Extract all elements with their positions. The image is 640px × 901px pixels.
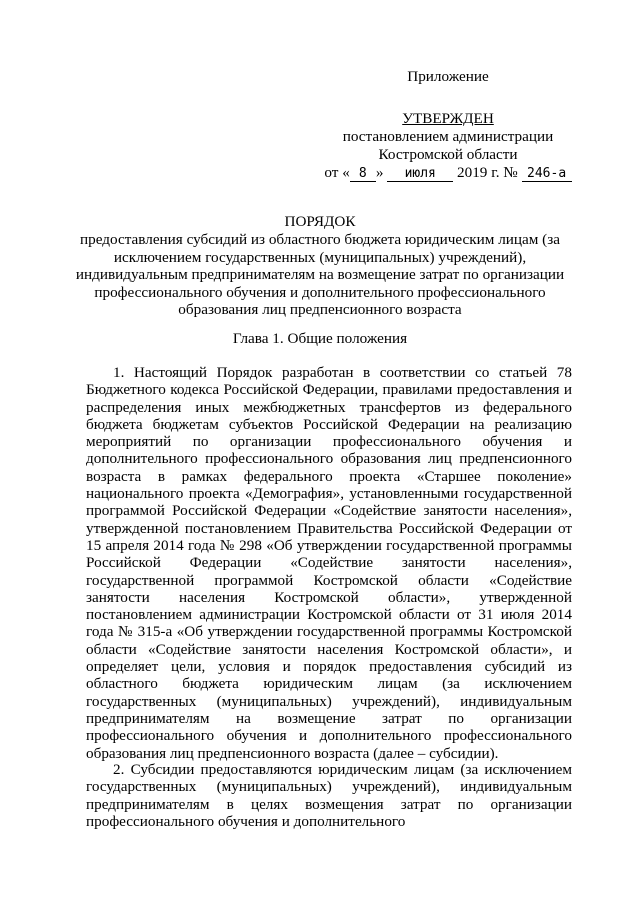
appendix-label: Приложение (407, 68, 489, 85)
document-subtitle: предоставления субсидий из областного бюджета юридическим лицам (за исключением государственных (муниципальных) учреждений), индивидуальным предпринимателям на возмещение затрат по организации профессионального обучения и дополнительного профессионального образования лиц предпенсионного возраста (75, 231, 565, 318)
day-field: 8 (350, 167, 376, 182)
year-text: 2019 г. № (457, 164, 518, 181)
region-line: Костромской области (378, 146, 518, 163)
date-mid: » (375, 164, 384, 181)
resolution-line: постановлением администрации (342, 128, 554, 145)
date-prefix: от « (324, 164, 350, 181)
date-line (300, 164, 596, 182)
number-field: 246-а (522, 167, 572, 182)
chapter-heading: Глава 1. Общие положения (232, 330, 408, 347)
document-title: ПОРЯДОК (284, 213, 356, 230)
paragraph-2: 2. Субсидии предоставляются юридическим лицам (за исключением государственных (муниципальных) учреждений), индивидуальным предпринимателям в целях возмещения затрат по организации профессионального обучения и дополнительного (86, 761, 572, 830)
paragraph-1: 1. Настоящий Порядок разработан в соответствии со статьей 78 Бюджетного кодекса Российской Федерации, правилами предоставления и распределения иных межбюджетных трансфертов из федерального бюджета бюджетам субъектов Российской Федерации на реализацию мероприятий по организации профессионального обучения и дополнительного профессионального образования лиц предпенсионного возраста в рамках федерального проекта «Старшее поколение» национального проекта «Демография», установленными государственной программой Российской Федерации «Содействие занятости населения», утвержденной постановлением Правительства Российской Федерации от 15 апреля 2014 года № 298 «Об утверждении государственной программы Российской Федерации «Содействие занятости населения», государственной программой Костромской области «Содействие занятости населения Костромской области», утвержденной постановлением администрации Костромской области от 31 июля 2014 года № 315-а «Об утверждении государственной программы Костромской области «Содействие занятости населения Костромской области», и определяет цели, условия и порядок предоставления субсидий из областного бюджета юридическим лицам (за исключением государственных (муниципальных) учреждений), индивидуальным предпринимателям на возмещение затрат по организации профессионального обучения и дополнительного профессионального образования лиц предпенсионного возраста (далее – субсидии). (86, 364, 572, 762)
approved-label: УТВЕРЖДЕН (402, 110, 494, 127)
month-field: июля (387, 167, 453, 182)
